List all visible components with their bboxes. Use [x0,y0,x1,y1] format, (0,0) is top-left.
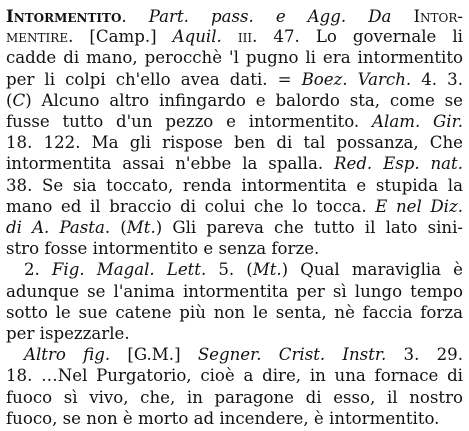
entry-text-segment: fusse tutto d'un pezzo e intormentito. [6,112,373,131]
entry-text-segment: 18. …Nel Purgatorio, cioè a dire, in una fornace di [6,366,463,386]
entry-text-segment: Intor- [413,7,463,26]
entry-text-segment: . [121,7,149,26]
entry-text-segment: Fig. Magal. Lett. [51,260,207,280]
entry-text-segment: . 47. Lo governale li [252,27,463,47]
entry-text-segment: ( [6,90,13,110]
entry-text-segment: Mt. [252,260,282,280]
entry-text-segment: 3. 29. [386,345,463,365]
entry-text-segment: . ( [104,218,127,237]
entry-text-segment: 5. ( [206,260,253,280]
entry-text-segment: C [12,90,26,110]
entry-text-segment: per ispezzarle. [6,324,130,343]
entry-text-segment: fuoco, se non è morto ad incendere, è intormentito. [6,408,440,428]
entry-text-segment: intormentita assai n'ebbe la spalla. [6,154,334,174]
entry-text-segment: ) Alcuno altro infingardo e balordo sta, come se [25,90,463,110]
entry-text-segment: Intormentito [6,6,122,26]
entry-text-segment: 2. [24,260,52,280]
entry-text-segment: ) Gli pareva che tutto il lato sini- [155,218,463,237]
entry-text-segment: 4. 3. [411,69,463,89]
entry-text-segment [222,27,238,46]
entry-text-segment: stro fosse intormentito e senza forze. [6,239,320,259]
entry-text-segment: Mt. [126,218,156,237]
entry-text-segment: Alam. Gir. [372,112,463,131]
entry-text-segment: cadde di mano, perocchè 'l pugno li era intormentito [6,48,463,68]
entry-text-segment: Part. pass. e Agg. Da [148,7,414,26]
entry-text-segment: Red. Esp. nat. [334,154,464,174]
entry-text-segment: Aquil. [172,27,222,47]
entry-text-segment: mentire [6,27,69,47]
entry-line [6,407,463,431]
entry-text-segment: [G.M.] [110,345,198,365]
entry-text-segment: 18. 122. Ma gli rispose ben di tal possanza, Che [6,133,463,153]
entry-text-segment: Altro fig. [24,345,111,365]
entry-text-segment: 38. Se sia toccato, renda intormentita e stupida la [6,175,463,195]
entry-text-segment: adunque se l'anima intormentita per sì lungo tempo [6,281,463,301]
entry-text-segment: sotto le sue catene più non le senta, nè faccia forza [6,302,463,322]
entry-text-segment: mano ed il braccio di colui che lo tocca. [6,196,376,216]
entry-text-segment: iii [237,27,253,47]
entry-text-segment: fuoco sì vivo, che, in paragone di esso, il nostro [6,387,463,407]
entry-text-segment: Boez. Varch. [301,69,412,89]
entry-text-segment: . [Camp.] [68,27,173,47]
entry-text-segment: ) Qual maraviglia è [281,260,463,280]
entry-text-segment: Segner. Crist. Instr. [197,345,387,365]
entry-text-segment: E nel Diz. [375,196,463,216]
entry-text-segment: per li colpi ch'ello avea dati. = [6,69,302,89]
entry-text-segment: di A. Pasta [6,218,105,237]
